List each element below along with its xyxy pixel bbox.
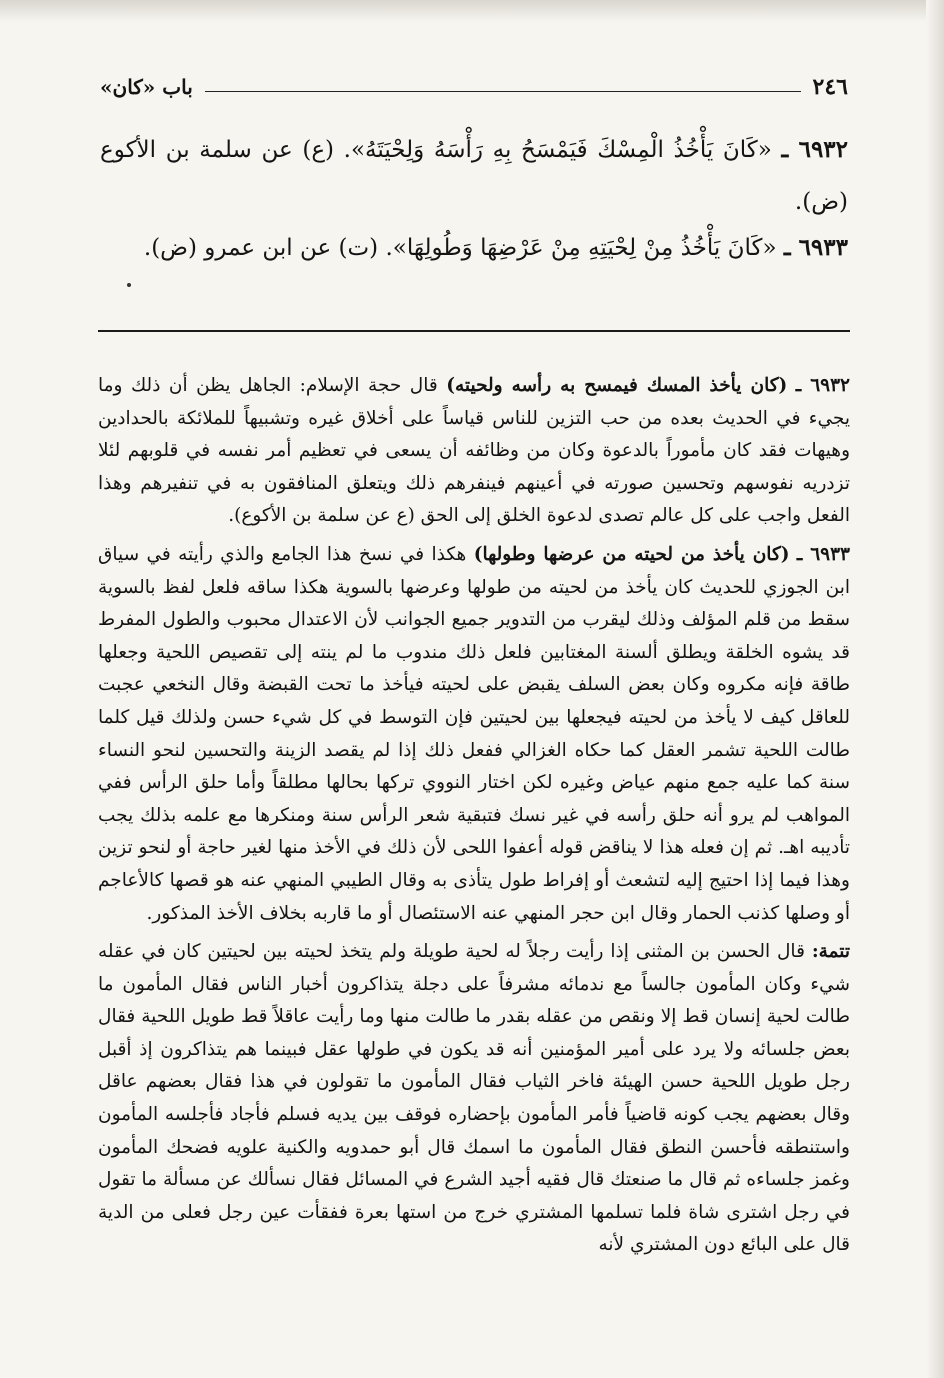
hadith-text: «كَانَ يَأْخُذُ مِنْ لِحْيَتِهِ مِنْ عَرْضِهَا وَطُولِهَا». (ت) عن ابن عمرو (ض). <box>143 235 777 261</box>
commentary-text: هكذا في نسخ هذا الجامع والذي رأيته في سياق ابن الجوزي للحديث كان يأخذ من لحيته من طولها وعرضها بالسوية هكذا ساقه فلعل لفظ بالسوية سقط من قلم المؤلف وذلك ليقرب من التدوير جميع الجوانب لأن الاعتدال محبوب والطول المفرط قد يشوه الخلقة ويطلق ألسنة المغتابين فلعل ذلك مندوب ما لم ينته إلى تقصيص اللحية وجعلها طاقة فإنه مكروه وكان بعض السلف يقبض على لحيته فيأخذ ما تحت القبضة وقال النخعي عجبت للعاقل كيف لا يأخذ من لحيته فيجعلها بين لحيتين فإن التوسط في كل شيء حسن ولذلك قيل كلما طالت اللحية تشمر العقل كما حكاه الغزالي ففعل ذلك إذا لم يقصد الزينة والتحسين لنحو النساء سنة كما عليه جمع منهم عياض وغيره لكن اختار النووي تركها بحالها مطلقاً وأما حلق الرأس ففي المواهب لم يرو أنه حلق رأسه في غير نسك فتبقية شعر الرأس سنة ومنكرها مع علمه بذلك يجب تأديبه اهـ. ثم إن فعله هذا لا يناقض قوله أعفوا اللحى لأن ذلك في الأخذ منها لغير حاجة أو لنحو تزين وهذا فيما إذا احتيج إليه لتشعث أو إفراط طول يتأذى به وقال الطيبي المنهي عنه هو قصها كالأعاجم أو وصلها كذنب الحمار وقال ابن حجر المنهي عنه الاستئصال أو ما قاربه بخلاف الأخذ المذكور. <box>98 543 850 924</box>
page-header <box>100 70 848 104</box>
commentary-text: قال الحسن بن المثنى إذا رأيت رجلاً له لحية طويلة ولم يتخذ لحيته بين لحيتين كان في عقله شيء وكان المأمون جالساً مع ندمائه مشرفاً على دجلة يتذاكرون أخبار الناس فقال المأمون ما طالت لحية إنسان قط إلا ونقص من عقله بقدر ما طالت منها وما رأيت عاقلاً قط طويل اللحية فقال بعض جلسائه ولا يرد على أمير المؤمنين أنه قد يكون في طولها عقل فبينما هم يتذاكرون إذ أقبل رجل طويل اللحية حسن الهيئة فاخر الثياب فقال المأمون ما تقولون في هذا فقال بعضهم عاقل وقال بعضهم يجب كونه قاضياً فأمر المأمون بإحضاره فوقف بين يديه فسلم فأجاد فأجلسه المأمون واستنطقه فأحسن النطق فقال المأمون ما اسمك قال أبو حمدويه والكنية علويه فضحك المأمون وغمز جلساءه ثم قال ما صنعتك قال فقيه أجيد الشرع في المسائل فقال نسألك عن مسألة ما تقول في رجل اشترى شاة فلما تسلمها المشتري خرج من استها بعرة ففقأت عين رجل فعلى من الدية قال على البائع دون المشتري لأنه <box>98 941 850 1256</box>
scan-top-edge <box>0 0 944 22</box>
scan-right-edge <box>926 0 944 1378</box>
commentary-6933 <box>98 539 850 930</box>
page-number: ٢٤٦ <box>812 74 848 100</box>
tatimma-label: تتمة: <box>811 941 850 963</box>
commentary-number: ٦٩٣٣ ـ <box>796 543 850 565</box>
hadith-number: ٦٩٣٣ ـ <box>783 234 848 261</box>
commentary-number: ٦٩٣٢ ـ <box>795 375 850 396</box>
section-divider <box>98 330 850 332</box>
commentary-section <box>98 370 850 1268</box>
stray-dot <box>127 283 131 287</box>
commentary-lead: (كان يأخذ المسك فيمسح به رأسه ولحيته) <box>446 375 788 396</box>
chapter-title: باب «كان» <box>100 75 193 99</box>
hadith-number: ٦٩٣٢ ـ <box>781 136 849 163</box>
commentary-6932 <box>98 370 850 533</box>
commentary-tatimma <box>98 936 850 1262</box>
commentary-text: قال حجة الإسلام: الجاهل يظن أن ذلك وما يجيء في الحديث بعده من حب التزين للناس قياساً على أخلاق غيره وتشبيهاً للملائكة بالحدادين وهيهات فقد كان مأموراً بالدعوة وكان من وظائفه أن يسعى في تعظيم أمر نفسه في قلوبهم لئلا تزدريه نفوسهم وتحسين صورته في أعينهم فينفرهم ذلك ويتعلق المنافقون به في تنفيرهم وهذا الفعل واجب على كل عالم تصدى لدعوة الخلق إلى الحق (ع عن سلمة بن الأكوع). <box>98 375 850 527</box>
hadith-text: «كَانَ يَأْخُذُ الْمِسْكَ فَيَمْسَحُ بِهِ رَأْسَهُ وَلِحْيَتَهُ». (ع) عن سلمة بن الأكوع (ض). <box>100 137 848 215</box>
hadith-6933 <box>100 222 848 274</box>
header-rule <box>205 91 801 92</box>
commentary-lead: (كان يأخذ من لحيته من عرضها وطولها) <box>473 543 790 565</box>
hadith-6932 <box>100 124 848 228</box>
